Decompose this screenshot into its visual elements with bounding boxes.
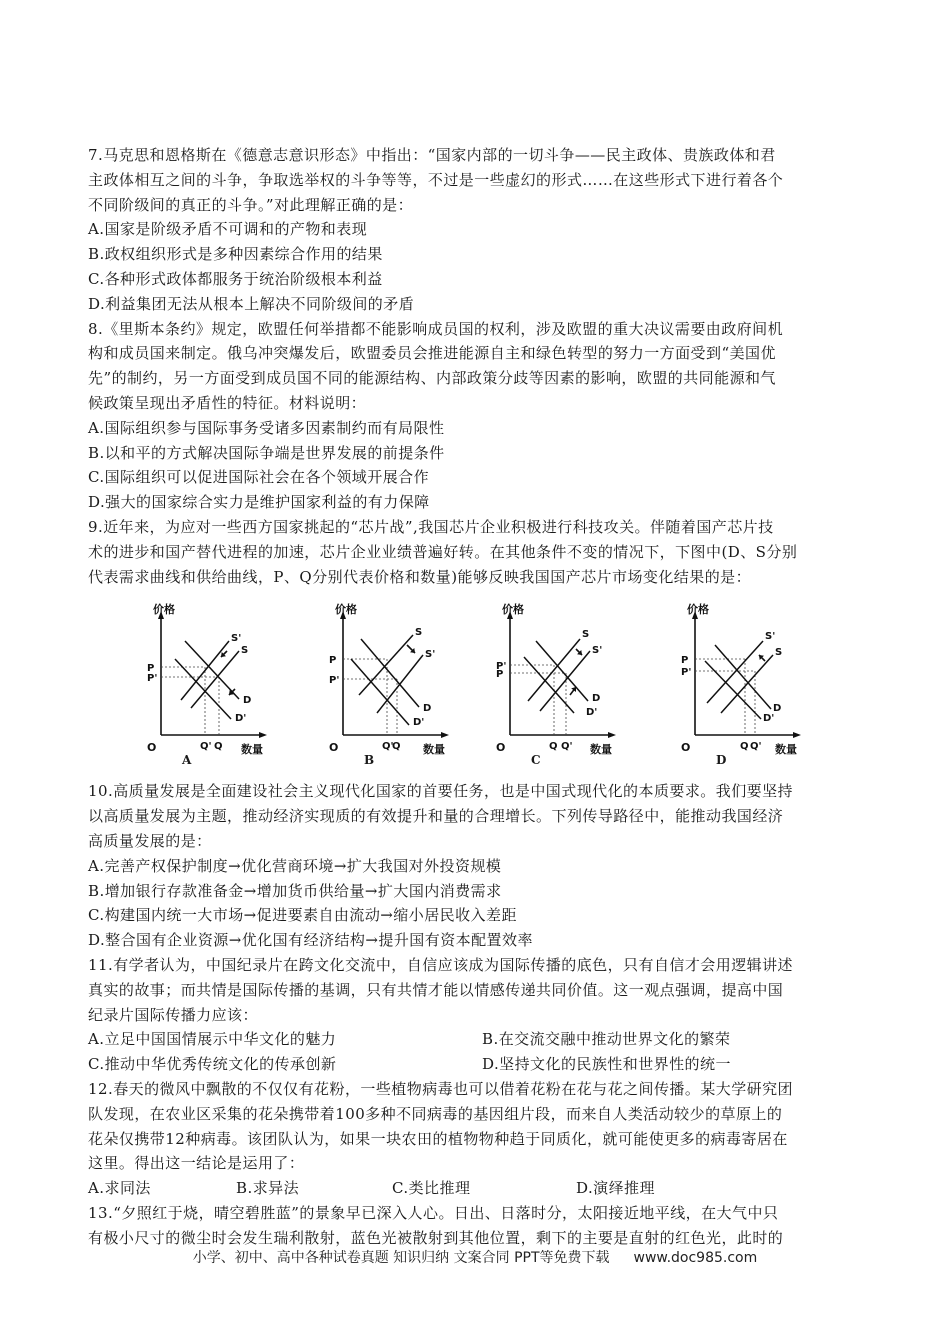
question-7-stem-line: 7.马克思和恩格斯在《德意志意识形态》中指出：“国家内部的一切斗争——民主政体、贵族政体和君 (88, 146, 776, 164)
supply-demand-graph (670, 605, 820, 755)
curve-label: D (243, 695, 252, 707)
supply-demand-graph (485, 605, 635, 755)
question-8-option-d: D.强大的国家综合实力是维护国家利益的有力保障 (88, 493, 430, 512)
chart-option-label: D (716, 753, 727, 768)
question-12-option-d: D.演绎推理 (576, 1179, 655, 1198)
question-11-option-d: D.坚持文化的民族性和世界性的统一 (482, 1055, 731, 1074)
x-axis-arrowhead (259, 732, 267, 738)
quantity-tick-label: Q' (382, 741, 394, 753)
chart-option-label: A (182, 753, 192, 768)
question-12-options-row (88, 1176, 868, 1201)
price-tick-label: P' (147, 673, 158, 685)
chart-option-label: B (364, 753, 375, 768)
question-8-option-a: A.国际组织参与国际事务受诸多因素制约而有局限性 (88, 418, 445, 437)
question-12 (88, 1077, 868, 1201)
origin-label: O (681, 741, 691, 755)
curve-label: S' (231, 633, 242, 645)
question-8-stem-line: 8.《里斯本条约》规定，欧盟任何举措都不能影响成员国的权利，涉及欧盟的重大决议需要由政府间机 (88, 319, 784, 338)
question-8-stem-line: 候政策呈现出矛盾性的特征。材料说明： (88, 393, 367, 412)
quantity-tick-label: Q (392, 741, 401, 753)
question-11 (88, 953, 868, 1077)
question-10-stem-line: 高质量发展的是： (88, 831, 212, 850)
question-10-option-c: C.构建国内统一大市场→促进要素自由流动→缩小居民收入差距 (88, 906, 517, 925)
question-11-options-row (88, 1052, 868, 1077)
question-8-stem-line: 先”的制约，另一方面受到成员国不同的能源结构、内部政策分歧等因素的影响，欧盟的共同能源和气 (88, 369, 776, 388)
question-11-stem-line: 纪录片国际传播力应该： (88, 1005, 258, 1024)
question-7-option-b: B.政权组织形式是多种因素综合作用的结果 (88, 245, 383, 264)
chart-option-label: C (531, 753, 541, 768)
curve-line (359, 635, 413, 695)
question-8-stem-line: 构和成员国来制定。俄乌冲突爆发后，欧盟委员会推进能源自主和绿色转型的努力一方面受到“美国优 (88, 344, 776, 363)
question-13 (88, 1201, 868, 1251)
curve-label: D' (235, 713, 247, 725)
question-7-option-c: C.各种形式政体都服务于统治阶级根本利益 (88, 269, 383, 288)
curve-label: S (241, 645, 249, 657)
question-12-stem-line: 队发现，在农业区采集的花朵携带着100多种不同病毒的基因组片段，而来自人类活动较少的草原上的 (88, 1104, 783, 1123)
question-11-option-a: A.立足中国国情展示中华文化的魅力 (88, 1030, 337, 1049)
question-12-option-c: C.类比推理 (392, 1179, 471, 1198)
exam-page (88, 143, 868, 1250)
question-10-option-a: A.完善产权保护制度→优化营商环境→扩大我国对外投资规模 (88, 856, 502, 875)
y-axis-label: 价格 (502, 603, 524, 617)
origin-label: O (329, 741, 339, 755)
question-10-stem-line: 以高质量发展为主题，推动经济实现质的有效提升和量的合理增长。下列传导路径中，能推动我国经济 (88, 807, 784, 826)
y-axis-label: 价格 (335, 603, 357, 617)
origin-label: O (496, 741, 506, 755)
x-axis-arrowhead (441, 732, 449, 738)
chart-d (670, 603, 820, 768)
question-11-option-c: C.推动中华优秀传统文化的传承创新 (88, 1055, 337, 1074)
question-12-option-b: B.求异法 (236, 1179, 300, 1198)
curve-label: S (415, 627, 423, 639)
price-tick-label: P' (681, 667, 692, 679)
chart-a (136, 603, 286, 768)
quantity-tick-label: Q (214, 741, 223, 753)
question-7-option-d: D.利益集团无法从根本上解决不同阶级间的矛盾 (88, 294, 415, 313)
curve-label: D (423, 703, 432, 715)
question-7-stem-line: 主政体相互之间的斗争，争取选举权的斗争等等，不过是一些虚幻的形式……在这些形式下进行着各个 (88, 170, 784, 189)
question-8 (88, 317, 868, 515)
question-9-stem-line: 代表需求曲线和供给曲线，P、Q分别代表价格和数量)能够反映我国国产芯片市场变化结果的是： (88, 567, 752, 586)
question-8-option-c: C.国际组织可以促进国际社会在各个领域开展合作 (88, 468, 430, 487)
price-tick-label: P (329, 655, 337, 667)
quantity-tick-label: Q' (561, 741, 573, 753)
curve-label: S (775, 647, 783, 659)
question-10-option-b: B.增加银行存款准备金→增加货币供给量→扩大国内消费需求 (88, 881, 502, 900)
question-9-stem-line: 9.近年来，为应对一些西方国家挑起的“芯片战”,我国芯片企业积极进行科技攻关。伴随着国产芯片技 (88, 517, 774, 536)
chart-c (485, 603, 635, 768)
question-9 (88, 515, 868, 589)
curve-label: S (582, 629, 590, 641)
price-tick-label: P (681, 655, 689, 667)
quantity-tick-label: Q (549, 741, 558, 753)
curve-label: S' (592, 645, 603, 657)
question-7-stem-line: 不同阶级间的真正的斗争。”对此理解正确的是： (88, 195, 414, 214)
curve-label: D' (413, 717, 425, 729)
question-13-stem-line: 有极小尺寸的微尘时会发生瑞利散射，蓝色光被散射到其他位置，剩下的主要是直射的红色光，此时的 (88, 1228, 784, 1247)
chart-b (318, 603, 468, 768)
question-10-stem-line: 10.高质量发展是全面建设社会主义现代化国家的首要任务，也是中国式现代化的本质要求。我们要坚持 (88, 782, 794, 801)
question-7 (88, 143, 868, 317)
question-10 (88, 779, 868, 953)
x-axis-arrowhead (608, 732, 616, 738)
curve-line (705, 661, 761, 719)
question-12-stem-line: 12.春天的微风中飘散的不仅仅有花粉，一些植物病毒也可以借着花粉在花与花之间传播。某大学研究团 (88, 1079, 794, 1098)
quantity-tick-label: Q' (200, 741, 212, 753)
curve-label: D' (586, 707, 598, 719)
curve-label: D (773, 703, 782, 715)
x-axis-label: 数量 (241, 743, 263, 757)
curve-label: D (592, 693, 601, 705)
curve-label: S' (765, 631, 776, 643)
question-8-option-b: B.以和平的方式解决国际争端是世界发展的前提条件 (88, 443, 445, 462)
question-11-stem-line: 真实的故事；而共情是国际传播的基调，只有共情才能以情感传递共同价值。这一观点强调，提高中国 (88, 980, 784, 999)
curve-line (536, 641, 588, 701)
question-12-stem-line: 花朵仅携带12种病毒。该团队认为，如果一块农田的植物物种趋于同质化，就可能使更多的病毒寄居在 (88, 1129, 788, 1148)
curve-label: S' (425, 649, 436, 661)
y-axis-label: 价格 (687, 603, 709, 617)
question-11-option-b: B.在交流交融中推动世界文化的繁荣 (482, 1030, 731, 1049)
quantity-tick-label: Q (740, 741, 749, 753)
x-axis-label: 数量 (775, 743, 797, 757)
question-7-option-a: A.国家是阶级矛盾不可调和的产物和表现 (88, 220, 368, 239)
y-axis-label: 价格 (153, 603, 175, 617)
question-12-option-a: A.求同法 (88, 1179, 151, 1198)
question-9-stem-line: 术的进步和国产替代进程的加速，芯片企业业绩普遍好转。在其他条件不变的情况下，下图中(D、S分别 (88, 542, 798, 561)
footer-text: 小学、初中、高中各种试卷真题 知识归纳 文案合同 PPT等免费下载 (192, 1250, 610, 1266)
page-footer (0, 1247, 950, 1267)
supply-demand-graph (136, 605, 286, 755)
question-12-stem-line: 这里。得出这一结论是运用了： (88, 1154, 305, 1173)
curve-label: D' (763, 713, 775, 725)
curve-line (175, 659, 231, 719)
footer-url[interactable]: www.doc985.com (633, 1250, 758, 1266)
curve-line (524, 657, 574, 713)
price-tick-label: P (496, 669, 504, 681)
supply-demand-figures (88, 589, 868, 779)
x-axis-label: 数量 (423, 743, 445, 757)
price-tick-label: P (147, 663, 155, 675)
question-11-stem-line: 11.有学者认为，中国纪录片在跨文化交流中，自信应该成为国际传播的底色，只有自信才会用逻辑讲述 (88, 955, 794, 974)
price-tick-label: P' (496, 661, 507, 673)
question-11-options-row (88, 1027, 868, 1052)
quantity-tick-label: Q' (750, 741, 762, 753)
x-axis-label: 数量 (590, 743, 612, 757)
x-axis-arrowhead (793, 732, 801, 738)
question-10-option-d: D.整合国有企业资源→优化国有经济结构→提升国有资本配置效率 (88, 931, 533, 950)
curve-line (351, 659, 409, 725)
supply-demand-graph (318, 605, 468, 755)
price-tick-label: P' (329, 675, 340, 687)
origin-label: O (147, 741, 157, 755)
question-13-stem-line: 13.“夕照红于烧，晴空碧胜蓝”的景象早已深入人心。日出、日落时分，太阳接近地平线，在大气中只 (88, 1203, 779, 1222)
curve-line (185, 641, 239, 699)
